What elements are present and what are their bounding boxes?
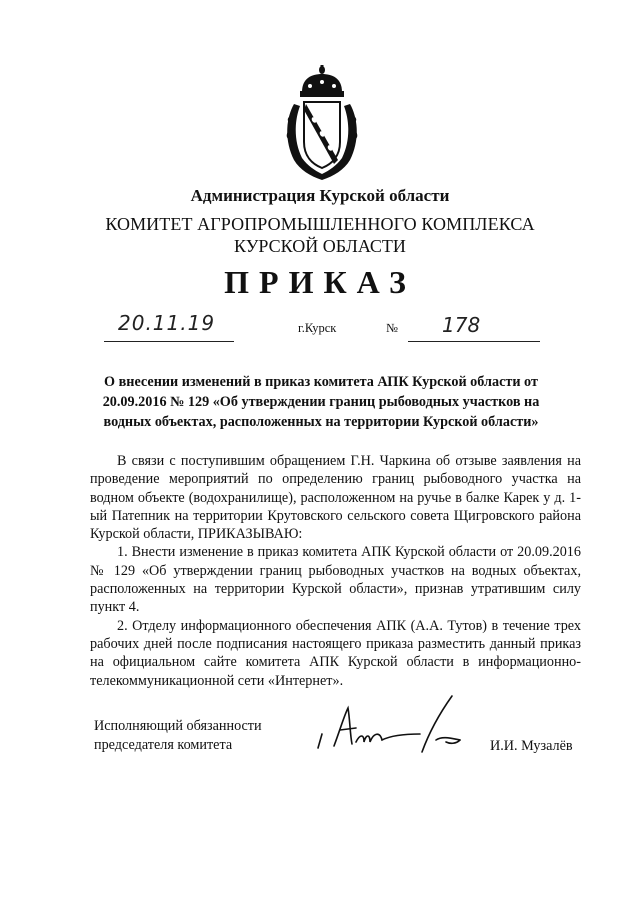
- document-type: ПРИКАЗ: [224, 264, 416, 300]
- kursk-coat-of-arms-icon: [280, 62, 364, 184]
- administration-name: Администрация Курской области: [190, 186, 450, 205]
- city: г.Курск: [298, 321, 337, 335]
- paragraph-item-1: 1. Внести изменение в приказ комитета АПК Курской области от 20.09.2016 № 129 «Об утверждении границ рыбоводных участков на водных объектах, расположенных на территории Курской области», признав утратившим силу пункт 4.: [90, 544, 581, 616]
- committee-name-line1: КОМИТЕТ АГРОПРОМЫШЛЕННОГО КОМПЛЕКСА: [105, 214, 535, 234]
- signatory-position-line2: председателя комитета: [94, 737, 233, 753]
- handwritten-signature-icon: [310, 690, 470, 762]
- number-sign: №: [386, 321, 398, 335]
- committee-name-line2: КУРСКОЙ ОБЛАСТИ: [234, 236, 406, 256]
- document-date: 20.11.19: [118, 311, 216, 335]
- paragraph-item-2: 2. Отделу информационного обеспечения АПК (А.А. Тутов) в течение трех рабочих дней после подписания настоящего приказа разместить данный приказ на официальном сайте комитета АПК Курской области в информационно-телекоммуникационной сети «Интернет».: [90, 617, 581, 689]
- date-underline: [104, 341, 234, 342]
- document-body: [90, 452, 581, 690]
- document-title: О внесении изменений в приказ комитета АПК Курской области от 20.09.2016 № 129 «Об утверждении границ рыбоводных участков на водных объектах, расположенных на территории Курской области»: [102, 374, 540, 430]
- signatory-name: И.И. Музалёв: [490, 738, 573, 754]
- document-number: 178: [442, 313, 481, 337]
- signatory-position-line1: Исполняющий обязанности: [94, 718, 262, 734]
- number-underline: [408, 341, 540, 342]
- paragraph-intro: В связи с поступившим обращением Г.Н. Чаркина об отзыве заявления на проведение мероприятий по определению границ рыбоводного участка на водном объекте (водохранилище), расположенном на ручье в балке Карек у д. 1-ый Патепник на территории Крутовского сельского совета Щигровского района Курской области, ПРИКАЗЫВАЮ:: [90, 453, 581, 543]
